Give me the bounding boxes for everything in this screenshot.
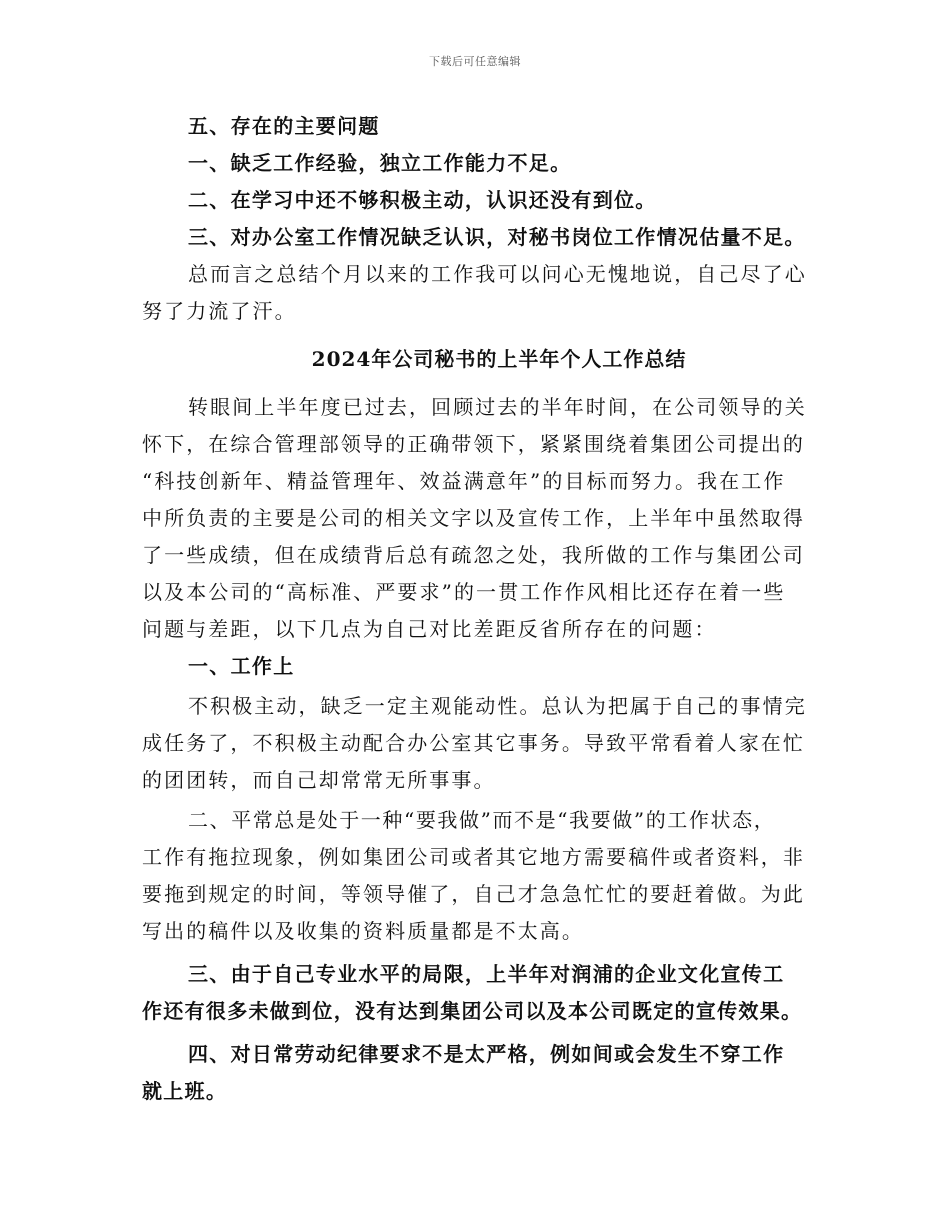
document-body: [142, 108, 810, 1110]
intro-line-6: 以及本公司的“高标准、严要求”的一贯工作作风相比还存在着一些: [142, 580, 786, 604]
para3-line-1: 三、由于自己专业水平的局限，上半年对润浦的企业文化宣传工: [188, 962, 785, 986]
intro-line-3: “科技创新年、精益管理年、效益满意年”的目标而努力。我在工作: [142, 469, 786, 493]
intro-line-1: 转眼间上半年度已过去，回顾过去的半年时间，在公司领导的关: [188, 395, 807, 419]
section-heading: 五、存在的主要问题: [188, 114, 380, 138]
para4-line-1: 四、对日常劳动纪律要求不是太严格，例如间或会发生不穿工作: [188, 1042, 785, 1066]
sub-heading: 一、工作上: [188, 654, 295, 678]
para1-line-1: 不积极主动，缺乏一定主观能动性。总认为把属于自己的事情完: [188, 694, 807, 718]
problem-item-1: 一、缺乏工作经验，独立工作能力不足。: [188, 151, 572, 175]
para1-line-3: 的团团转，而自己却常常无所事事。: [142, 768, 496, 792]
para2-line-1: 二、平常总是处于一种“要我做”而不是“我要做”的工作状态，: [188, 808, 776, 832]
para2-line-2: 工作有拖拉现象，例如集团公司或者其它地方需要稿件或者资料，非: [142, 845, 805, 869]
para3-line-2: 作还有很多未做到位，没有达到集团公司以及本公司既定的宣传效果。: [142, 999, 803, 1023]
document-title: 2024年公司秘书的上半年个人工作总结: [311, 347, 687, 371]
para4-line-2: 就上班。: [142, 1079, 228, 1103]
problem-item-2: 二、在学习中还不够积极主动，认识还没有到位。: [188, 188, 657, 212]
problem-item-3: 三、对办公室工作情况缺乏认识，对秘书岗位工作情况估量不足。: [188, 225, 806, 249]
intro-line-5: 了一些成绩，但在成绩背后总有疏忽之处，我所做的工作与集团公司: [142, 543, 805, 567]
para2-line-4: 写出的稿件以及收集的资料质量都是不太高。: [142, 919, 584, 943]
intro-line-4: 中所负责的主要是公司的相关文字以及宣传工作，上半年中虽然取得: [142, 506, 805, 530]
summary-line-2: 努了力流了汗。: [142, 299, 297, 323]
para1-line-2: 成任务了，不积极主动配合办公室其它事务。导致平常看着人家在忙: [142, 731, 805, 755]
intro-line-7: 问题与差距，以下几点为自己对比差距反省所存在的问题：: [142, 617, 717, 641]
para2-line-3: 要拖到规定的时间，等领导催了，自己才急急忙忙的要赶着做。为此: [142, 882, 805, 906]
intro-line-2: 怀下，在综合管理部领导的正确带领下，紧紧围绕着集团公司提出的: [142, 432, 805, 456]
summary-line-1: 总而言之总结个月以来的工作我可以问心无愧地说，自己尽了心: [188, 262, 807, 286]
header-note: 下载后可任意编辑: [429, 55, 521, 68]
